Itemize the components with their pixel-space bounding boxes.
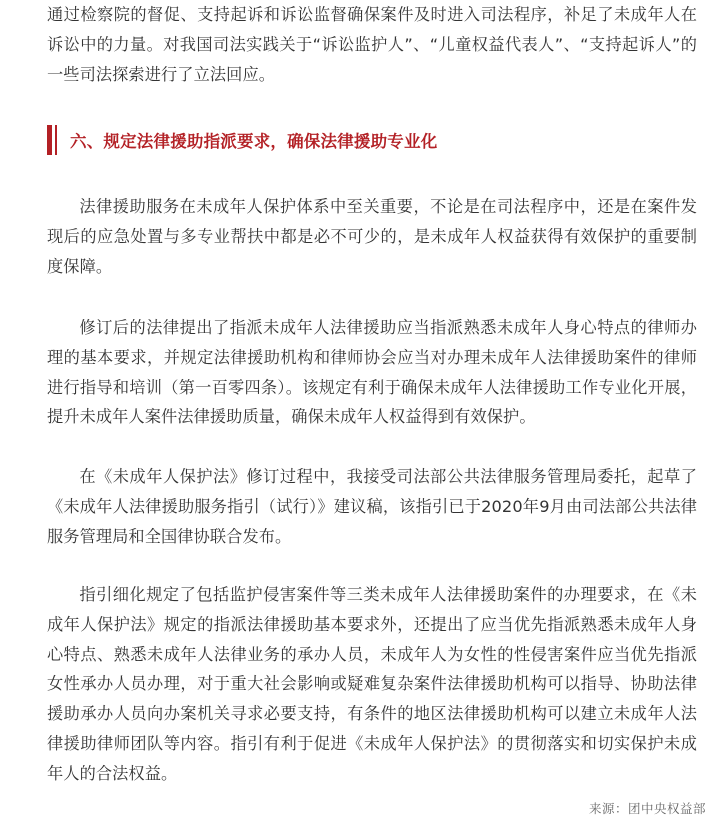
accent-bar-thin [55, 125, 57, 155]
source-note: 来源：团中央权益部 [588, 801, 706, 816]
section-heading [47, 124, 437, 156]
paragraph-guideline-drafting: 在《未成年人保护法》修订过程中，我接受司法部公共法律服务管理局委托，起草了《未成年人法律援助服务指引（试行）》建议稿，该指引已于2020年9月由司法部公共法律服务管理局和全国律协联合发布。 [47, 467, 697, 546]
intro-paragraph: 通过检察院的督促、支持起诉和诉讼监督确保案件及时进入司法程序，补足了未成年人在诉讼中的力量。对我国司法实践关于“诉讼监护人”、“儿童权益代表人”、“支持起诉人”的一些司法探索进行了立法回应。 [47, 5, 697, 84]
section-heading-text: 六、规定法律援助指派要求，确保法律援助专业化 [70, 132, 438, 151]
paragraph-guideline-details: 指引细化规定了包括监护侵害案件等三类未成年人法律援助案件的办理要求，在《未成年人保护法》规定的指派法律援助基本要求外，还提出了应当优先指派熟悉未成年人身心特点、熟悉未成年人法律业务的承办人员，未成年人为女性的性侵害案件应当优先指派女性承办人员办理，对于重大社会影响或疑难复杂案件法律援助机构可以指导、协助法律援助承办人员向办案机关寻求必要支持，有条件的地区法律援助机构可以建立未成年人法律援助律师团队等内容。指引有利于促进《未成年人保护法》的贯彻落实和切实保护未成年人的合法权益。 [47, 585, 697, 783]
paragraph-legal-aid-importance: 法律援助服务在未成年人保护体系中至关重要，不论是在司法程序中，还是在案件发现后的应急处置与多专业帮扶中都是必不可少的，是未成年人权益获得有效保护的重要制度保障。 [47, 197, 697, 276]
accent-bar-thick [47, 125, 52, 155]
heading-accent-bar [47, 125, 57, 155]
paragraph-revised-law-requirements: 修订后的法律提出了指派未成年人法律援助应当指派熟悉未成年人身心特点的律师办理的基本要求，并规定法律援助机构和律师协会应当对办理未成年人法律援助案件的律师进行指导和培训（第一百零四条）。该规定有利于确保未成年人法律援助工作专业化开展，提升未成年人案件法律援助质量，确保未成年人权益得到有效保护。 [47, 318, 697, 427]
